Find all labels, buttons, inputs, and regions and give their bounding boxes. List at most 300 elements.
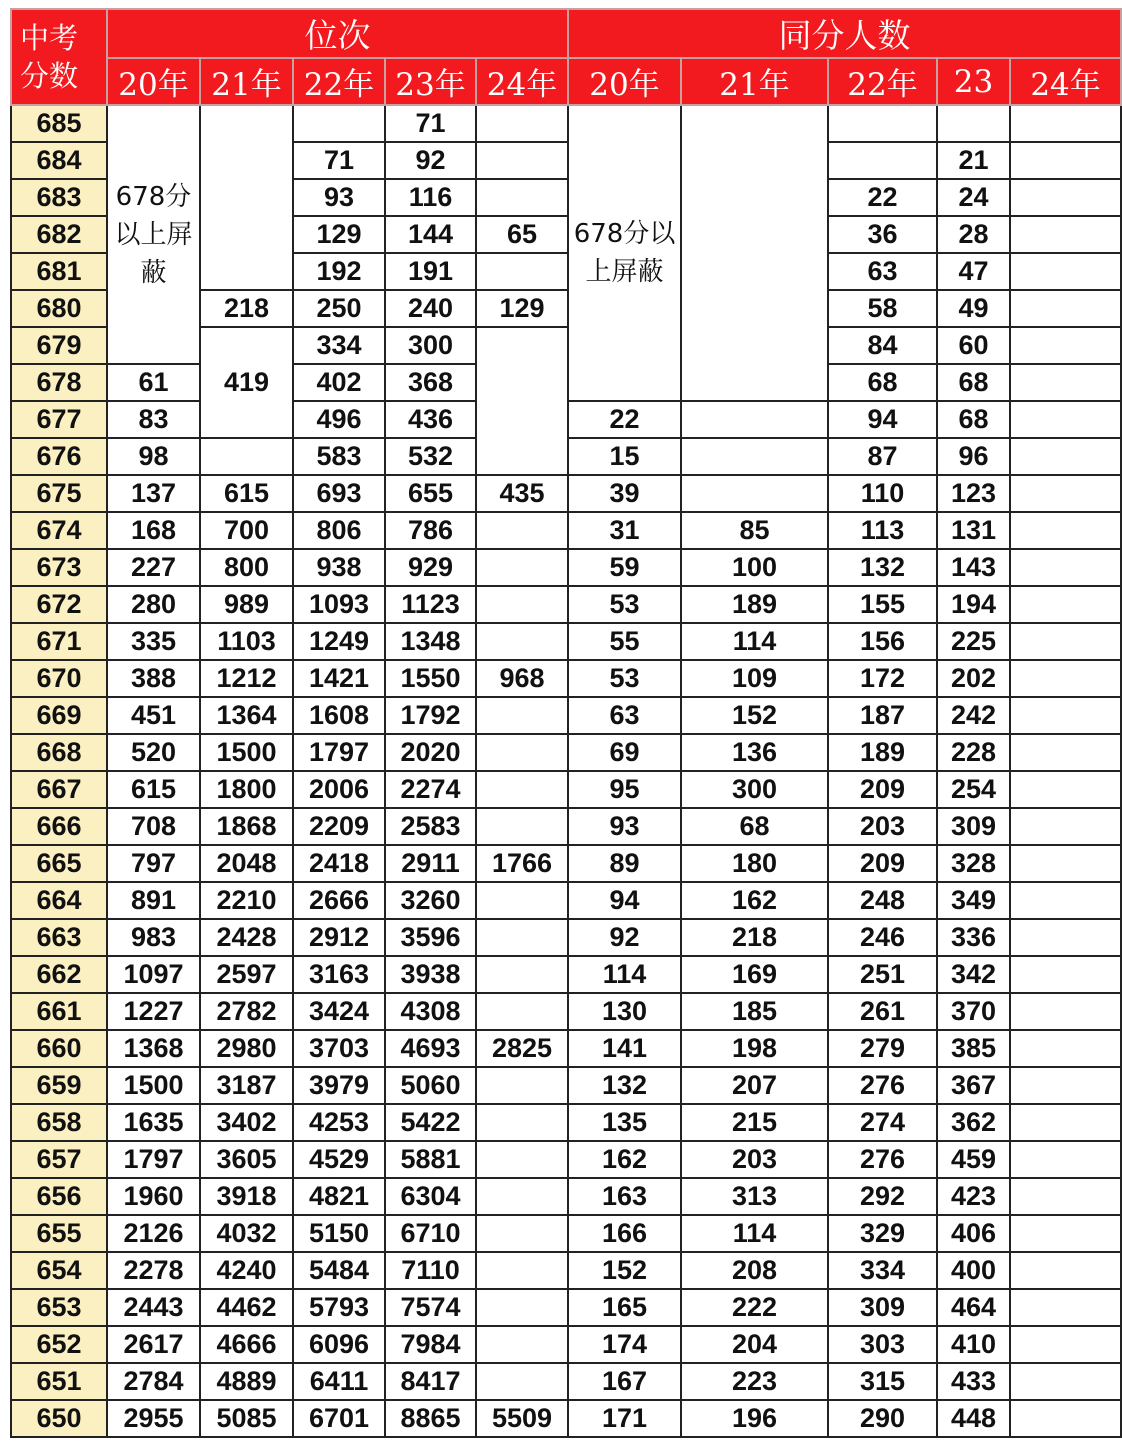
same-year-header: 24年 xyxy=(1010,58,1121,105)
score-cell: 680 xyxy=(11,290,107,327)
same-score-cell xyxy=(1010,808,1121,845)
same-score-cell xyxy=(1010,660,1121,697)
same-score-cell xyxy=(1010,882,1121,919)
same-score-cell xyxy=(828,142,937,179)
rank-cell: 335 xyxy=(107,623,200,660)
same-score-cell xyxy=(1010,1141,1121,1178)
rank-cell: 388 xyxy=(107,660,200,697)
rank-cell: 436 xyxy=(385,401,476,438)
same-score-cell xyxy=(1010,549,1121,586)
table-row xyxy=(11,1215,1121,1252)
rank-cell: 2210 xyxy=(200,882,293,919)
same-score-cell: 189 xyxy=(828,734,937,771)
same-score-cell: 251 xyxy=(828,956,937,993)
same-score-cell xyxy=(1010,1363,1121,1400)
rank-2020-masked-note: 678分以上屏蔽 xyxy=(107,105,200,364)
same-score-cell: 194 xyxy=(937,586,1010,623)
score-cell: 672 xyxy=(11,586,107,623)
same-score-cell: 166 xyxy=(568,1215,681,1252)
rank-cell xyxy=(476,993,568,1030)
rank-cell: 5881 xyxy=(385,1141,476,1178)
rank-cell xyxy=(476,623,568,660)
score-cell: 678 xyxy=(11,364,107,401)
rank-cell: 2617 xyxy=(107,1326,200,1363)
rank-cell: 2825 xyxy=(476,1030,568,1067)
same-score-cell: 180 xyxy=(681,845,828,882)
rank-cell: 1868 xyxy=(200,808,293,845)
same-score-cell: 459 xyxy=(937,1141,1010,1178)
same-score-cell xyxy=(1010,1067,1121,1104)
same-score-cell: 53 xyxy=(568,586,681,623)
rank-year-header: 24年 xyxy=(476,58,568,105)
same-score-cell: 228 xyxy=(937,734,1010,771)
same-score-cell: 400 xyxy=(937,1252,1010,1289)
rank-cell: 968 xyxy=(476,660,568,697)
same-score-cell: 187 xyxy=(828,697,937,734)
rank-cell: 2428 xyxy=(200,919,293,956)
same-score-cell: 156 xyxy=(828,623,937,660)
rank-cell: 2912 xyxy=(293,919,385,956)
rank-cell: 2418 xyxy=(293,845,385,882)
score-cell: 675 xyxy=(11,475,107,512)
rank-cell: 1123 xyxy=(385,586,476,623)
rank-cell: 2006 xyxy=(293,771,385,808)
same-score-cell: 162 xyxy=(568,1141,681,1178)
rank-cell: 615 xyxy=(107,771,200,808)
rank-cell: 5793 xyxy=(293,1289,385,1326)
same-score-cell: 36 xyxy=(828,216,937,253)
rank-cell: 1364 xyxy=(200,697,293,734)
rank-cell: 615 xyxy=(200,475,293,512)
rank-cell: 983 xyxy=(107,919,200,956)
table-row xyxy=(11,1363,1121,1400)
same-score-group-header: 同分人数 xyxy=(568,9,1121,58)
header-row-groups xyxy=(11,9,1121,58)
rank-cell: 786 xyxy=(385,512,476,549)
same-score-cell xyxy=(1010,623,1121,660)
same-score-cell xyxy=(1010,1289,1121,1326)
rank-year-header: 21年 xyxy=(200,58,293,105)
same-score-cell: 248 xyxy=(828,882,937,919)
rank-cell: 583 xyxy=(293,438,385,475)
same-score-cell: 110 xyxy=(828,475,937,512)
same-year-header: 20年 xyxy=(568,58,681,105)
same-score-cell: 209 xyxy=(828,845,937,882)
same-score-cell xyxy=(1010,586,1121,623)
table-row xyxy=(11,919,1121,956)
same-score-cell: 196 xyxy=(681,1400,828,1437)
rank-cell xyxy=(200,438,293,475)
rank-cell: 1500 xyxy=(107,1067,200,1104)
rank-cell xyxy=(476,1363,568,1400)
same-score-cell: 136 xyxy=(681,734,828,771)
same-score-cell: 93 xyxy=(568,808,681,845)
score-cell: 668 xyxy=(11,734,107,771)
rank-cell: 2666 xyxy=(293,882,385,919)
same-score-cell xyxy=(1010,956,1121,993)
rank-group-header: 位次 xyxy=(107,9,568,58)
rank-cell: 3979 xyxy=(293,1067,385,1104)
same-score-cell: 246 xyxy=(828,919,937,956)
same-score-cell xyxy=(1010,1400,1121,1437)
same-score-cell: 276 xyxy=(828,1141,937,1178)
rank-cell: 1227 xyxy=(107,993,200,1030)
table-row xyxy=(11,105,1121,142)
table-row xyxy=(11,1252,1121,1289)
table-row xyxy=(11,734,1121,771)
table-row xyxy=(11,1326,1121,1363)
same-score-cell: 55 xyxy=(568,623,681,660)
same-score-cell: 328 xyxy=(937,845,1010,882)
same-score-cell: 123 xyxy=(937,475,1010,512)
rank-cell: 1766 xyxy=(476,845,568,882)
same-year-header: 21年 xyxy=(681,58,828,105)
rank-cell: 3163 xyxy=(293,956,385,993)
same-score-cell: 94 xyxy=(568,882,681,919)
same-score-cell xyxy=(1010,771,1121,808)
rank-cell: 250 xyxy=(293,290,385,327)
rank-cell: 3424 xyxy=(293,993,385,1030)
rank-cell xyxy=(476,253,568,290)
same-score-cell: 342 xyxy=(937,956,1010,993)
rank-cell xyxy=(476,1326,568,1363)
score-cell: 660 xyxy=(11,1030,107,1067)
rank-cell: 2209 xyxy=(293,808,385,845)
rank-cell: 496 xyxy=(293,401,385,438)
same-score-cell: 68 xyxy=(681,808,828,845)
same-score-cell: 141 xyxy=(568,1030,681,1067)
same-score-cell: 63 xyxy=(568,697,681,734)
same-score-cell xyxy=(1010,1215,1121,1252)
same-score-cell xyxy=(1010,253,1121,290)
same-score-cell: 274 xyxy=(828,1104,937,1141)
rank-cell: 451 xyxy=(107,697,200,734)
same-score-cell: 22 xyxy=(828,179,937,216)
table-row xyxy=(11,993,1121,1030)
rank-cell: 806 xyxy=(293,512,385,549)
header-row-years xyxy=(11,58,1121,105)
corner-line-2: 分数 xyxy=(20,59,79,93)
score-cell: 681 xyxy=(11,253,107,290)
rank-cell: 2583 xyxy=(385,808,476,845)
rank-cell: 2126 xyxy=(107,1215,200,1252)
same-score-cell: 15 xyxy=(568,438,681,475)
same-score-cell: 254 xyxy=(937,771,1010,808)
same-score-cell xyxy=(1010,1178,1121,1215)
table-row xyxy=(11,1030,1121,1067)
same-score-cell: 207 xyxy=(681,1067,828,1104)
score-cell: 682 xyxy=(11,216,107,253)
same-score-cell: 215 xyxy=(681,1104,828,1141)
rank-cell: 4308 xyxy=(385,993,476,1030)
same-score-cell: 309 xyxy=(828,1289,937,1326)
same-score-cell: 202 xyxy=(937,660,1010,697)
same-score-cell: 59 xyxy=(568,549,681,586)
same-score-cell: 89 xyxy=(568,845,681,882)
rank-year-header: 20年 xyxy=(107,58,200,105)
same-score-cell xyxy=(1010,475,1121,512)
rank-cell: 3703 xyxy=(293,1030,385,1067)
same-score-cell: 433 xyxy=(937,1363,1010,1400)
empty-merged-cell xyxy=(681,105,828,401)
score-column-header xyxy=(11,9,107,105)
same-score-cell: 203 xyxy=(828,808,937,845)
rank-cell: 3187 xyxy=(200,1067,293,1104)
rank-cell: 168 xyxy=(107,512,200,549)
same-score-cell: 169 xyxy=(681,956,828,993)
rank-cell: 3605 xyxy=(200,1141,293,1178)
score-cell: 670 xyxy=(11,660,107,697)
same-score-cell: 68 xyxy=(937,364,1010,401)
rank-cell: 93 xyxy=(293,179,385,216)
same-score-cell xyxy=(1010,1252,1121,1289)
same-score-cell: 313 xyxy=(681,1178,828,1215)
same-score-cell: 362 xyxy=(937,1104,1010,1141)
same-score-cell: 165 xyxy=(568,1289,681,1326)
rank-cell: 2278 xyxy=(107,1252,200,1289)
same-score-cell: 31 xyxy=(568,512,681,549)
rank-cell: 65 xyxy=(476,216,568,253)
rank-cell: 227 xyxy=(107,549,200,586)
rank-cell: 300 xyxy=(385,327,476,364)
same-score-cell: 223 xyxy=(681,1363,828,1400)
same-score-cell: 218 xyxy=(681,919,828,956)
same-score-cell xyxy=(1010,290,1121,327)
same-score-cell: 209 xyxy=(828,771,937,808)
same-score-cell: 198 xyxy=(681,1030,828,1067)
rank-cell: 1635 xyxy=(107,1104,200,1141)
rank-cell: 1792 xyxy=(385,697,476,734)
rank-cell: 1960 xyxy=(107,1178,200,1215)
rank-year-header: 23年 xyxy=(385,58,476,105)
rank-cell: 1421 xyxy=(293,660,385,697)
empty-merged-cell xyxy=(200,105,293,290)
rank-cell: 800 xyxy=(200,549,293,586)
table-row xyxy=(11,1141,1121,1178)
same-year-header: 23 xyxy=(937,58,1010,105)
rank-cell xyxy=(476,105,568,142)
rank-cell: 2955 xyxy=(107,1400,200,1437)
score-cell: 676 xyxy=(11,438,107,475)
rank-cell: 693 xyxy=(293,475,385,512)
rank-cell: 71 xyxy=(293,142,385,179)
rank-cell xyxy=(476,1252,568,1289)
rank-cell: 8865 xyxy=(385,1400,476,1437)
table-row xyxy=(11,771,1121,808)
rank-cell xyxy=(476,586,568,623)
rank-cell xyxy=(476,512,568,549)
same-score-cell: 49 xyxy=(937,290,1010,327)
same-score-cell: 385 xyxy=(937,1030,1010,1067)
same-score-cell: 406 xyxy=(937,1215,1010,1252)
same-score-cell: 92 xyxy=(568,919,681,956)
same-score-cell xyxy=(1010,993,1121,1030)
rank-cell: 2597 xyxy=(200,956,293,993)
same-score-cell xyxy=(1010,734,1121,771)
same-score-cell: 68 xyxy=(828,364,937,401)
rank-cell: 1368 xyxy=(107,1030,200,1067)
score-cell: 683 xyxy=(11,179,107,216)
rank-cell: 435 xyxy=(476,475,568,512)
score-cell: 653 xyxy=(11,1289,107,1326)
score-cell: 659 xyxy=(11,1067,107,1104)
score-cell: 662 xyxy=(11,956,107,993)
rank-cell: 419 xyxy=(200,327,293,438)
rank-cell: 708 xyxy=(107,808,200,845)
same-score-cell: 63 xyxy=(828,253,937,290)
same-score-cell: 174 xyxy=(568,1326,681,1363)
score-cell: 652 xyxy=(11,1326,107,1363)
same-year-header: 22年 xyxy=(828,58,937,105)
rank-cell: 1093 xyxy=(293,586,385,623)
rank-cell: 891 xyxy=(107,882,200,919)
same-score-cell: 163 xyxy=(568,1178,681,1215)
rank-cell: 7574 xyxy=(385,1289,476,1326)
rank-cell: 1103 xyxy=(200,623,293,660)
rank-cell: 700 xyxy=(200,512,293,549)
rank-cell: 2784 xyxy=(107,1363,200,1400)
score-cell: 669 xyxy=(11,697,107,734)
score-cell: 679 xyxy=(11,327,107,364)
rank-cell: 1550 xyxy=(385,660,476,697)
same-score-cell: 334 xyxy=(828,1252,937,1289)
rank-cell: 4529 xyxy=(293,1141,385,1178)
rank-cell: 520 xyxy=(107,734,200,771)
score-cell: 667 xyxy=(11,771,107,808)
score-cell: 665 xyxy=(11,845,107,882)
rank-cell xyxy=(476,882,568,919)
same-score-cell: 410 xyxy=(937,1326,1010,1363)
rank-cell: 1249 xyxy=(293,623,385,660)
same-score-cell: 370 xyxy=(937,993,1010,1030)
rank-cell: 4666 xyxy=(200,1326,293,1363)
rank-cell xyxy=(476,771,568,808)
rank-cell: 7110 xyxy=(385,1252,476,1289)
same-score-cell xyxy=(1010,179,1121,216)
empty-merged-cell xyxy=(476,327,568,475)
same-score-cell xyxy=(1010,1326,1121,1363)
same-score-cell: 28 xyxy=(937,216,1010,253)
same-score-cell: 367 xyxy=(937,1067,1010,1104)
same-score-cell: 114 xyxy=(568,956,681,993)
rank-cell: 655 xyxy=(385,475,476,512)
rank-cell: 4693 xyxy=(385,1030,476,1067)
same-score-cell: 162 xyxy=(681,882,828,919)
rank-cell xyxy=(476,1067,568,1104)
same-score-cell: 21 xyxy=(937,142,1010,179)
score-cell: 684 xyxy=(11,142,107,179)
same-score-cell: 309 xyxy=(937,808,1010,845)
same-score-cell: 100 xyxy=(681,549,828,586)
score-cell: 655 xyxy=(11,1215,107,1252)
score-cell: 664 xyxy=(11,882,107,919)
same-score-cell: 185 xyxy=(681,993,828,1030)
rank-cell xyxy=(476,549,568,586)
rank-cell xyxy=(476,1104,568,1141)
same-score-cell: 292 xyxy=(828,1178,937,1215)
rank-cell: 2048 xyxy=(200,845,293,882)
same-score-cell: 109 xyxy=(681,660,828,697)
same-score-cell: 152 xyxy=(681,697,828,734)
rank-cell: 6096 xyxy=(293,1326,385,1363)
same-score-cell: 60 xyxy=(937,327,1010,364)
rank-cell: 1500 xyxy=(200,734,293,771)
table-row xyxy=(11,1289,1121,1326)
same-score-cell xyxy=(1010,105,1121,142)
rank-cell: 2911 xyxy=(385,845,476,882)
rank-cell: 129 xyxy=(293,216,385,253)
same-score-cell: 261 xyxy=(828,993,937,1030)
rank-cell xyxy=(293,105,385,142)
rank-cell: 98 xyxy=(107,438,200,475)
rank-cell: 3402 xyxy=(200,1104,293,1141)
rank-cell: 5150 xyxy=(293,1215,385,1252)
rank-cell: 7984 xyxy=(385,1326,476,1363)
rank-cell: 280 xyxy=(107,586,200,623)
score-cell: 666 xyxy=(11,808,107,845)
same-score-cell xyxy=(681,438,828,475)
same-score-cell: 24 xyxy=(937,179,1010,216)
same-score-cell: 131 xyxy=(937,512,1010,549)
rank-cell xyxy=(476,808,568,845)
same-score-cell xyxy=(1010,1104,1121,1141)
rank-cell: 929 xyxy=(385,549,476,586)
rank-cell xyxy=(476,697,568,734)
score-cell: 657 xyxy=(11,1141,107,1178)
same-score-cell: 143 xyxy=(937,549,1010,586)
rank-cell: 92 xyxy=(385,142,476,179)
score-cell: 656 xyxy=(11,1178,107,1215)
same-score-cell xyxy=(828,105,937,142)
same-score-cell xyxy=(1010,845,1121,882)
same-score-cell: 203 xyxy=(681,1141,828,1178)
table-row xyxy=(11,475,1121,512)
rank-cell: 2020 xyxy=(385,734,476,771)
same-score-cell: 58 xyxy=(828,290,937,327)
rank-cell: 334 xyxy=(293,327,385,364)
same-score-cell: 135 xyxy=(568,1104,681,1141)
same-score-cell xyxy=(681,475,828,512)
rank-cell: 71 xyxy=(385,105,476,142)
rank-cell: 938 xyxy=(293,549,385,586)
rank-cell: 137 xyxy=(107,475,200,512)
rank-cell: 116 xyxy=(385,179,476,216)
rank-cell: 4462 xyxy=(200,1289,293,1326)
same-score-cell: 132 xyxy=(568,1067,681,1104)
rank-year-header: 22年 xyxy=(293,58,385,105)
same-score-cell: 303 xyxy=(828,1326,937,1363)
score-cell: 654 xyxy=(11,1252,107,1289)
rank-cell: 5060 xyxy=(385,1067,476,1104)
score-cell: 650 xyxy=(11,1400,107,1437)
table-row xyxy=(11,808,1121,845)
rank-cell: 3260 xyxy=(385,882,476,919)
score-cell: 651 xyxy=(11,1363,107,1400)
rank-cell: 1800 xyxy=(200,771,293,808)
rank-cell: 6710 xyxy=(385,1215,476,1252)
rank-cell: 5085 xyxy=(200,1400,293,1437)
same-score-cell: 189 xyxy=(681,586,828,623)
rank-cell xyxy=(476,734,568,771)
rank-cell: 1797 xyxy=(107,1141,200,1178)
same-score-cell xyxy=(937,105,1010,142)
same-score-cell: 300 xyxy=(681,771,828,808)
rank-cell: 4821 xyxy=(293,1178,385,1215)
same-score-cell xyxy=(1010,364,1121,401)
score-cell: 673 xyxy=(11,549,107,586)
table-row xyxy=(11,1400,1121,1437)
same-score-cell xyxy=(1010,512,1121,549)
